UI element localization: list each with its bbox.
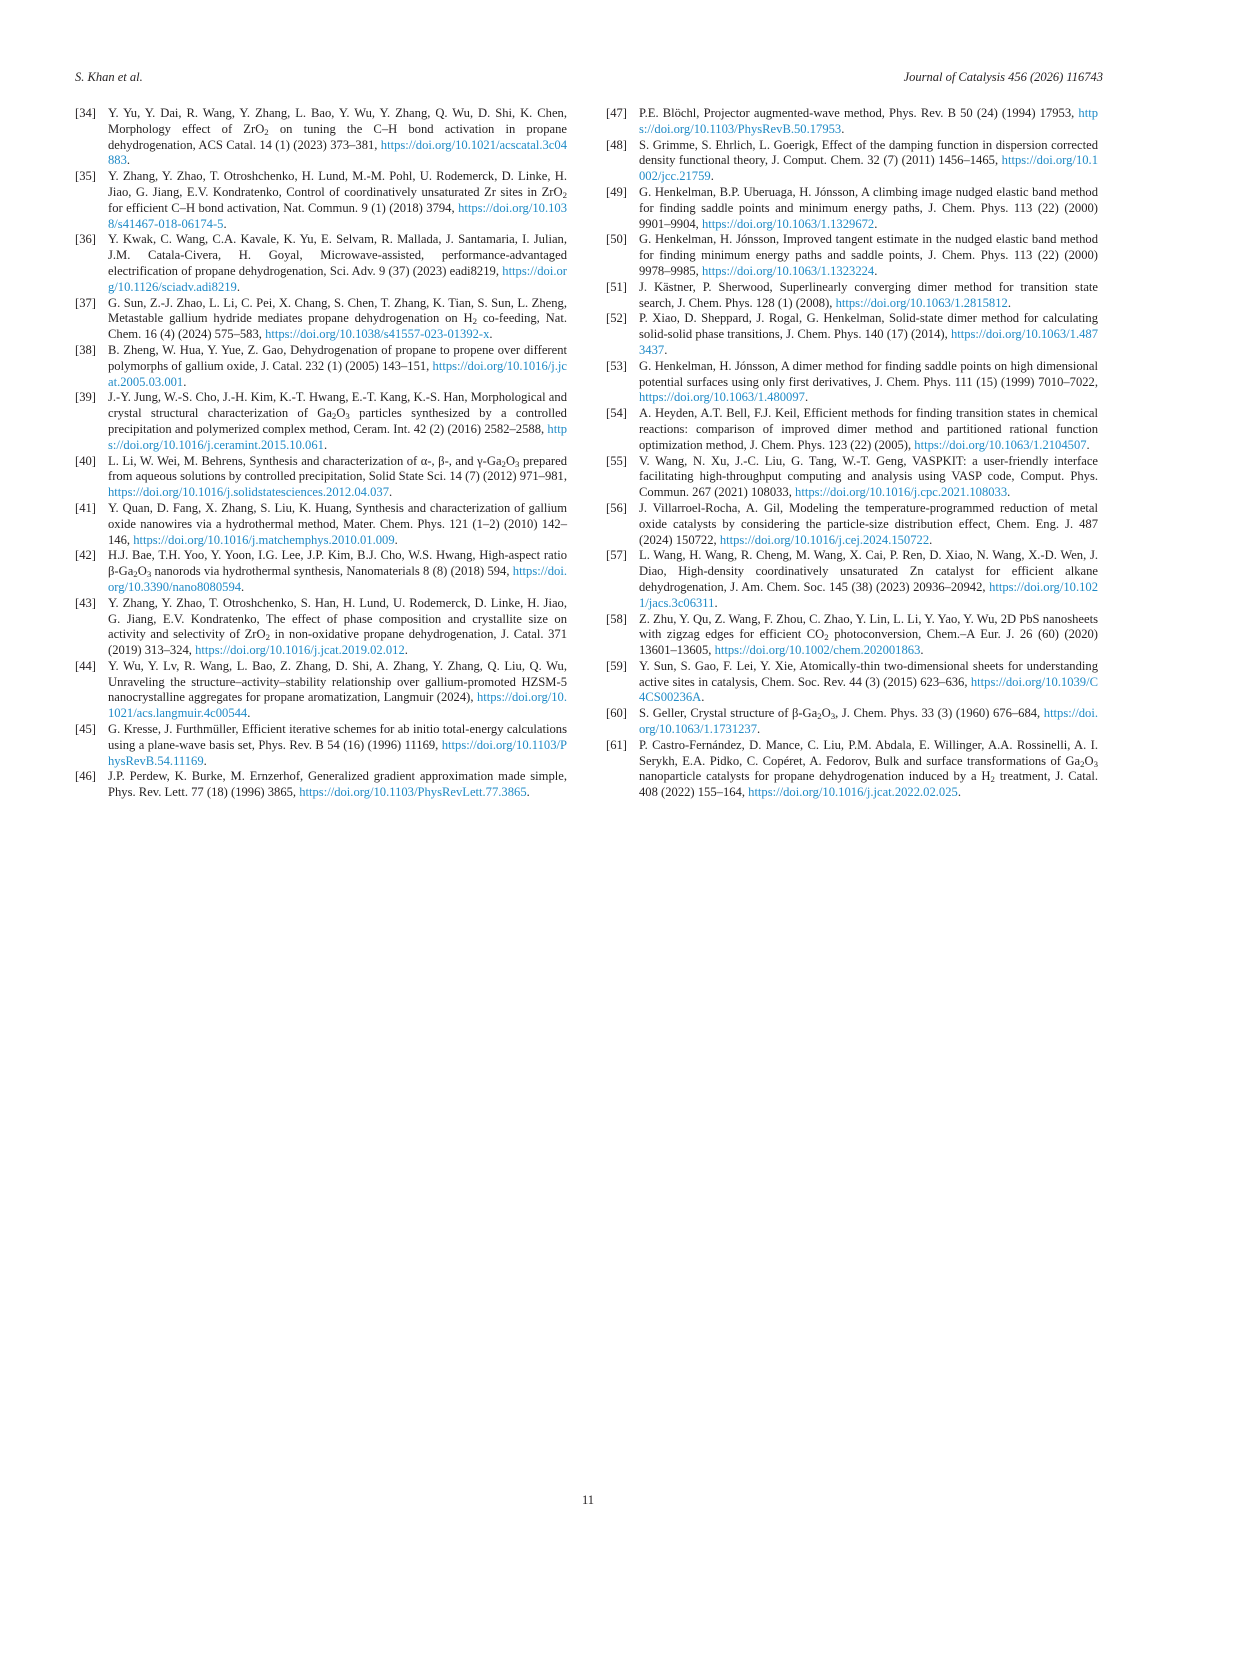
doi-link[interactable]: https://doi.org/10.1002/jcc.21759	[639, 153, 1098, 184]
reference-text-segment: particles synthesized by a controlled precipitation and polymerized complex method, Ceram. Int. 42 (2) (2016) 2582–2588,	[108, 406, 567, 436]
subscript: 2	[990, 774, 995, 785]
reference-item	[75, 169, 567, 232]
reference-text: B. Zheng, W. Hua, Y. Yue, Z. Gao, Dehydrogenation of propane to propene over different polymorphs of gallium oxide, J. Catal. 232 (1) (2005) 143–151, https://doi.org/10.1016/j.jcat.2005.03.001.	[108, 342, 567, 389]
reference-item	[606, 138, 1098, 185]
doi-link[interactable]: https://doi.org/10.1016/j.cpc.2021.108033	[795, 485, 1008, 500]
reference-text-segment: P.E. Blöchl, Projector augmented-wave method, Phys. Rev. B 50 (24) (1994) 17953,	[639, 106, 1079, 120]
reference-item	[606, 359, 1098, 406]
doi-link[interactable]: https://doi.org/10.1063/1.1323224	[701, 263, 875, 278]
doi-link[interactable]: https://doi.org/10.1016/j.jcat.2005.03.001	[108, 358, 567, 389]
reference-number: [61]	[606, 737, 627, 752]
reference-text-segment: S. Geller, Crystal structure of β-Ga	[639, 706, 818, 721]
reference-item	[75, 659, 567, 722]
doi-link[interactable]: https://doi.org/10.1016/j.ceramint.2015.10.061	[108, 421, 567, 452]
subscript: 2	[265, 632, 271, 643]
reference-number: [38]	[75, 342, 96, 357]
reference-number: [48]	[606, 137, 627, 152]
subscript: 2	[331, 411, 337, 422]
reference-item	[606, 706, 1098, 738]
doi-link[interactable]: https://doi.org/10.1039/C4CS00236A	[639, 674, 1098, 705]
reference-number: [57]	[606, 548, 627, 563]
doi-link[interactable]: https://doi.org/10.1063/1.2104507	[914, 437, 1087, 452]
reference-text-segment: Y. Zhang, Y. Zhao, T. Otroshchenko, S. Han, H. Lund, U. Rodemerck, D. Linke, H. Jiao, G. Jiang, E.V. Kondratenko, The effect of phase composition and crystallite size on activity and selectivity of ZrO	[108, 595, 567, 642]
doi-link[interactable]: https://doi.org/10.1016/j.jcat.2022.02.025	[748, 785, 958, 800]
reference-item	[75, 548, 567, 595]
subscript: 3	[345, 411, 350, 422]
reference-text: L. Li, W. Wei, M. Behrens, Synthesis and characterization of α-, β-, and $\gamma-Ga_2O_3$ prepared from aqueous solutions by controlled precipitation, Solid State Sci. 14 (7) (2012) 971–981, https://doi.org/10.1016/j.solidstatesciences.2012.04.037.	[108, 453, 567, 500]
reference-text-segment: Y. Wu, Y. Lv, R. Wang, L. Bao, Z. Zhang, D. Shi, A. Zhang, Y. Zhang, Q. Liu, Q. Wu, Unraveling the structure–activity–stability relationship over gallium-promoted HZSM-5 nanocrystalline aggregates for propane aromatization, Langmuir (2024),	[108, 658, 567, 705]
reference-number: [34]	[75, 106, 96, 120]
reference-text-segment: G. Henkelman, H. Jónsson, Improved tangent estimate in the nudged elastic band method for finding minimum energy paths and saddle points, J. Chem. Phys. 113 (22) (2000) 9978–9985,	[639, 232, 1098, 278]
doi-link[interactable]: https://doi.org/10.1021/jacs.3c06311	[639, 579, 1098, 610]
reference-item	[606, 406, 1098, 453]
reference-text-segment: L. Wang, H. Wang, R. Cheng, M. Wang, X. Cai, P. Ren, D. Xiao, N. Wang, X.-D. Wen, J. Diao, High-density coordinatively unsaturated Zn catalyst for efficient alkane dehydrogenation, J. Am. Chem. Soc. 145 (38) (2023) 20936–20942,	[639, 548, 1098, 594]
reference-text-segment: P. Xiao, D. Sheppard, J. Rogal, G. Henkelman, Solid-state dimer method for calculating solid-solid phase transitions, J. Chem. Phys. 140 (17) (2014),	[639, 311, 1098, 342]
reference-item	[75, 106, 567, 169]
reference-text: J. Kästner, P. Sherwood, Superlinearly converging dimer method for transition state search, J. Chem. Phys. 128 (1) (2008), https://doi.org/10.1063/1.2815812.	[639, 279, 1098, 310]
reference-number: [37]	[75, 295, 96, 310]
reference-number: [59]	[606, 658, 627, 673]
reference-item	[606, 738, 1098, 801]
reference-item	[75, 343, 567, 390]
reference-item	[606, 311, 1098, 358]
reference-item	[606, 280, 1098, 312]
subscript: 2	[562, 190, 567, 201]
reference-text: G. Henkelman, H. Jónsson, A dimer method for finding saddle points on high dimensional potential surfaces using only first derivatives, J. Chem. Phys. 111 (15) (1999) 7010–7022, https://doi.org/10.1063/1.480097.	[639, 358, 1098, 405]
reference-number: [43]	[75, 595, 96, 610]
reference-number: [39]	[75, 390, 96, 405]
subscript: 3	[146, 569, 152, 580]
reference-text-segment: A. Heyden, A.T. Bell, F.J. Keil, Efficient methods for finding transition states in chemical reactions: comparison of improved dimer method and partitioned rational function optimization method, J. Chem. Phys. 123 (22) (2005),	[639, 406, 1098, 452]
reference-text: V. Wang, N. Xu, J.-C. Liu, G. Tang, W.-T. Geng, VASPKIT: a user-friendly interface facilitating high-throughput computing and analysis using VASP code, Comput. Phys. Commun. 267 (2021) 108033, https://doi.org/10.1016/j.cpc.2021.108033.	[639, 453, 1098, 500]
reference-text-segment: H.J. Bae, T.H. Yoo, Y. Yoon, I.G. Lee, J.P. Kim, B.J. Cho, W.S. Hwang, High-aspect ratio β-Ga	[108, 548, 567, 579]
subscript: 2	[817, 711, 822, 722]
reference-number: [60]	[606, 706, 627, 721]
reference-number: [58]	[606, 611, 627, 626]
reference-text-segment: G. Henkelman, H. Jónsson, A dimer method for finding saddle points on high dimensional potential surfaces using only first derivatives, J. Chem. Phys. 111 (15) (1999) 7010–7022,	[639, 358, 1098, 389]
doi-link[interactable]: https://doi.org/10.1021/acs.langmuir.4c00544	[108, 690, 567, 721]
reference-item	[606, 501, 1098, 548]
reference-item	[75, 596, 567, 659]
reference-text-segment: on tuning the C–H bond activation in propane dehydrogenation, ACS Catal. 14 (1) (2023) 373–381,	[108, 121, 567, 152]
reference-text-segment: Y. Yu, Y. Dai, R. Wang, Y. Zhang, L. Bao, Y. Wu, Y. Zhang, Q. Wu, D. Shi, K. Chen, Morphology effect of ZrO	[108, 106, 567, 136]
reference-text: Y. Quan, D. Fang, X. Zhang, S. Liu, K. Huang, Synthesis and characterization of gallium oxide nanowires via a hydrothermal method, Mater. Chem. Phys. 121 (1–2) (2010) 142–146, https://doi.org/10.1016/j.matchemphys.2010.01.009.	[108, 500, 567, 547]
reference-item	[75, 769, 567, 801]
reference-text: Y. Wu, Y. Lv, R. Wang, L. Bao, Z. Zhang, D. Shi, A. Zhang, Y. Zhang, Q. Liu, Q. Wu, Unraveling the structure–activity–stability relationship over gallium-promoted HZSM-5 nanocrystalline aggregates for propane aromatization, Langmuir (2024), https://doi.org/10.1021/acs.langmuir.4c00544.	[108, 658, 567, 721]
reference-item	[75, 390, 567, 453]
reference-item	[75, 722, 567, 769]
reference-item	[606, 612, 1098, 659]
reference-number: [42]	[75, 548, 96, 563]
doi-link[interactable]: https://doi.org/10.1103/PhysRevB.50.17953	[639, 106, 1098, 136]
reference-number: [51]	[606, 279, 627, 294]
reference-item	[606, 185, 1098, 232]
reference-text-segment: G. Kresse, J. Furthmüller, Efficient iterative schemes for ab initio total-energy calculations using a plane-wave basis set, Phys. Rev. B 54 (16) (1996) 11169,	[108, 722, 567, 752]
doi-link[interactable]: https://doi.org/10.1063/1.1731237	[639, 706, 1098, 737]
reference-text-segment: J. Villarroel-Rocha, A. Gil, Modeling the temperature-programmed reduction of metal oxide catalysts by considering the particle-size distribution effect, Chem. Eng. J. 487 (2024) 150722,	[639, 500, 1098, 547]
references-right-column	[606, 106, 1098, 801]
reference-number: [53]	[606, 358, 627, 373]
reference-number: [41]	[75, 500, 96, 515]
reference-item	[606, 548, 1098, 611]
subscript: 2	[133, 569, 138, 580]
reference-text: P. Xiao, D. Sheppard, J. Rogal, G. Henkelman, Solid-state dimer method for calculating solid-solid phase transitions, J. Chem. Phys. 140 (17) (2014), https://doi.org/10.1063/1.4873437.	[639, 311, 1098, 357]
reference-text: S. Grimme, S. Ehrlich, L. Goerigk, Effect of the damping function in dispersion corrected density functional theory, J. Comput. Chem. 32 (7) (2011) 1456–1465, https://doi.org/10.1002/jcc.21759.	[639, 137, 1098, 184]
reference-text-segment: O	[505, 453, 516, 468]
reference-text: J. Villarroel-Rocha, A. Gil, Modeling the temperature-programmed reduction of metal oxide catalysts by considering the particle-size distribution effect, Chem. Eng. J. 487 (2024) 150722, https://doi.org/10.1016/j.cej.2024.150722.	[639, 500, 1098, 547]
doi-link[interactable]: https://doi.org/10.1063/1.2815812	[835, 295, 1008, 310]
reference-item	[75, 454, 567, 501]
reference-number: [52]	[606, 311, 627, 326]
reference-text-segment: in non-oxidative propane dehydrogenation, J. Catal. 371 (2019) 313–324,	[108, 627, 567, 658]
reference-text-segment: Z. Zhu, Y. Qu, Z. Wang, F. Zhou, C. Zhao, Y. Lin, L. Li, Y. Yao, Y. Wu, 2D PbS nanosheets with zigzag edges for efficient CO	[639, 611, 1098, 642]
page-number: 11	[581, 1493, 595, 1507]
doi-link[interactable]: https://doi.org/10.3390/nano8080594	[108, 564, 567, 594]
reference-item	[75, 232, 567, 295]
reference-number: [55]	[606, 453, 627, 468]
reference-item	[606, 232, 1098, 279]
reference-number: [46]	[75, 769, 96, 784]
subscript: 2	[824, 632, 829, 643]
subscript: 3	[830, 711, 836, 722]
reference-text: S. Geller, Crystal structure of $\beta-Ga_2O_3$, J. Chem. Phys. 33 (3) (1960) 676–684, https://doi.org/10.1063/1.1731237.	[639, 706, 1098, 737]
reference-number: [56]	[606, 500, 627, 515]
references-left-column	[75, 106, 567, 801]
reference-text-segment: L. Li, W. Wei, M. Behrens, Synthesis and characterization of α-, β-, and γ-Ga	[108, 453, 502, 468]
doi-link[interactable]: https://doi.org/10.1038/s41557-023-01392-x	[265, 327, 490, 342]
reference-text-segment: nanorods via hydrothermal synthesis, Nanomaterials 8 (8) (2018) 594,	[151, 564, 513, 579]
doi-link[interactable]: https://doi.org/10.1038/s41467-018-06174-5	[108, 200, 567, 231]
reference-text-segment: O	[821, 706, 831, 721]
reference-text-segment: prepared from aqueous solutions by controlled precipitation, Solid State Sci. 14 (7) (2012) 971–981,	[108, 453, 567, 484]
reference-text: Y. Sun, S. Gao, F. Lei, Y. Xie, Atomically-thin two-dimensional sheets for understanding active sites in catalysis, Chem. Soc. Rev. 44 (3) (2015) 623–636, https://doi.org/10.1039/C4CS00236A.	[639, 658, 1098, 705]
subscript: 3	[1093, 758, 1098, 769]
doi-link[interactable]: https://doi.org/10.1126/sciadv.adi8219	[108, 263, 567, 294]
reference-text: Z. Zhu, Y. Qu, Z. Wang, F. Zhou, C. Zhao, Y. Lin, L. Li, Y. Yao, Y. Wu, 2D PbS nanosheets with zigzag edges for efficient $CO_2$ photoconversion, Chem.–A Eur. J. 26 (60) (2020) 13601–13605, https://doi.org/10.1002/chem.202001863.	[639, 611, 1098, 658]
reference-text: Y. Zhang, Y. Zhao, T. Otroshchenko, H. Lund, M.-M. Pohl, U. Rodemerck, D. Linke, H. Jiao, G. Jiang, E.V. Kondratenko, Control of coordinatively unsaturated Zr sites in ZrO$_2$ for efficient C–H bond activation, Nat. Commun. 9 (1) (2018) 3794, https://doi.org/10.1038/s41467-018-06174-5.	[108, 169, 567, 231]
reference-text-segment: Y. Zhang, Y. Zhao, T. Otroshchenko, H. Lund, M.-M. Pohl, U. Rodemerck, D. Linke, H. Jiao, G. Jiang, E.V. Kondratenko, Control of coordinatively unsaturated Zr sites in ZrO	[108, 169, 567, 199]
reference-number: [44]	[75, 658, 96, 673]
reference-text-segment: O	[137, 564, 147, 579]
reference-text: G. Henkelman, H. Jónsson, Improved tangent estimate in the nudged elastic band method for finding minimum energy paths and saddle points, J. Chem. Phys. 113 (22) (2000) 9978–9985, https://doi.org/10.1063/1.1323224.	[639, 232, 1098, 278]
reference-text-segment: Y. Quan, D. Fang, X. Zhang, S. Liu, K. Huang, Synthesis and characterization of gallium oxide nanowires via a hydrothermal method, Mater. Chem. Phys. 121 (1–2) (2010) 142–146,	[108, 500, 567, 547]
reference-number: [40]	[75, 453, 96, 468]
reference-text: A. Heyden, A.T. Bell, F.J. Keil, Efficient methods for finding transition states in chemical reactions: comparison of improved dimer method and partitioned rational function optimization method, J. Chem. Phys. 123 (22) (2005), https://doi.org/10.1063/1.2104507.	[639, 406, 1098, 452]
reference-text-segment: O	[1084, 753, 1094, 768]
reference-text-segment: Y. Kwak, C. Wang, C.A. Kavale, K. Yu, E. Selvam, R. Mallada, J. Santamaria, I. Julian, J.M. Catala-Civera, H. Goyal, Microwave-assisted, performance-advantaged electrification of propane dehydrogenation, Sci. Adv. 9 (37) (2023) eadi8219,	[108, 232, 567, 278]
doi-link[interactable]: https://doi.org/10.1021/acscatal.3c04883	[108, 137, 567, 168]
reference-number: [45]	[75, 722, 96, 737]
reference-text: Y. Zhang, Y. Zhao, T. Otroshchenko, S. Han, H. Lund, U. Rodemerck, D. Linke, H. Jiao, G. Jiang, E.V. Kondratenko, The effect of phase composition and crystallite size on activity and selectivity of ZrO$_2$ in non-oxidative propane dehydrogenation, J. Catal. 371 (2019) 313–324, https://doi.org/10.1016/j.jcat.2019.02.012.	[108, 595, 567, 658]
reference-text-segment: nanoparticle catalysts for propane dehydrogenation induced by a H	[639, 769, 991, 784]
running-header-journal: Journal of Catalysis 456 (2026) 116743	[903, 70, 1103, 84]
reference-item	[75, 296, 567, 343]
reference-text-segment: J.P. Perdew, K. Burke, M. Ernzerhof, Generalized gradient approximation made simple, Phys. Rev. Lett. 77 (18) (1996) 3865,	[108, 769, 567, 800]
doi-link[interactable]: https://doi.org/10.1016/j.solidstatesciences.2012.04.037	[108, 485, 390, 500]
reference-text-segment: photoconversion, Chem.–A Eur. J. 26 (60) (2020) 13601–13605,	[639, 627, 1098, 658]
reference-text-segment: , J. Chem. Phys. 33 (3) (1960) 676–684,	[835, 706, 1044, 721]
reference-text: G. Sun, Z.-J. Zhao, L. Li, C. Pei, X. Chang, S. Chen, T. Zhang, K. Tian, S. Sun, L. Zheng, Metastable gallium hydride mediates propane dehydrogenation on $H_2$ co-feeding, Nat. Chem. 16 (4) (2024) 575–583, https://doi.org/10.1038/s41557-023-01392-x.	[108, 295, 567, 342]
reference-text-segment: O	[336, 406, 346, 421]
subscript: 2	[1080, 758, 1085, 769]
reference-number: [47]	[606, 106, 627, 120]
reference-text: G. Kresse, J. Furthmüller, Efficient iterative schemes for ab initio total-energy calculations using a plane-wave basis set, Phys. Rev. B 54 (16) (1996) 11169, https://doi.org/10.1103/PhysRevB.54.11169.	[108, 722, 567, 768]
subscript: 2	[472, 316, 478, 327]
reference-text-segment: J.-Y. Jung, W.-S. Cho, J.-H. Kim, K.-T. Hwang, E.-T. Kang, K.-S. Han, Morphological and crystal structural characterization of Ga	[108, 390, 567, 421]
reference-text: J.P. Perdew, K. Burke, M. Ernzerhof, Generalized gradient approximation made simple, Phys. Rev. Lett. 77 (18) (1996) 3865, https://doi.org/10.1103/PhysRevLett.77.3865.	[108, 769, 567, 800]
reference-text: P.E. Blöchl, Projector augmented-wave method, Phys. Rev. B 50 (24) (1994) 17953, https://doi.org/10.1103/PhysRevB.50.17953.	[639, 106, 1098, 136]
doi-link[interactable]: https://doi.org/10.1063/1.1329672	[701, 216, 875, 231]
reference-item	[606, 659, 1098, 706]
doi-link[interactable]: https://doi.org/10.1063/1.480097	[639, 390, 805, 405]
running-header-authors: S. Khan et al.	[75, 70, 143, 84]
reference-text-segment: Y. Sun, S. Gao, F. Lei, Y. Xie, Atomically-thin two-dimensional sheets for understanding active sites in catalysis, Chem. Soc. Rev. 44 (3) (2015) 623–636,	[639, 658, 1098, 689]
reference-number: [35]	[75, 169, 96, 184]
doi-link[interactable]: https://doi.org/10.1002/chem.202001863	[714, 643, 921, 658]
doi-link[interactable]: https://doi.org/10.1063/1.4873437	[639, 327, 1098, 357]
doi-link[interactable]: https://doi.org/10.1016/j.cej.2024.150722	[719, 532, 930, 547]
reference-text-segment: B. Zheng, W. Hua, Y. Yue, Z. Gao, Dehydrogenation of propane to propene over different polymorphs of gallium oxide, J. Catal. 232 (1) (2005) 143–151,	[108, 342, 567, 373]
doi-link[interactable]: https://doi.org/10.1016/j.jcat.2019.02.012	[195, 643, 405, 658]
reference-text-segment: treatment, J. Catal. 408 (2022) 155–164,	[639, 769, 1099, 800]
doi-link[interactable]: https://doi.org/10.1016/j.matchemphys.2010.01.009	[133, 532, 395, 547]
reference-text-segment: for efficient C–H bond activation, Nat. Commun. 9 (1) (2018) 3794,	[108, 200, 459, 215]
doi-link[interactable]: https://doi.org/10.1103/PhysRevB.54.11169	[108, 737, 567, 768]
reference-text-segment: J. Kästner, P. Sherwood, Superlinearly converging dimer method for transition state search, J. Chem. Phys. 128 (1) (2008),	[639, 279, 1098, 310]
reference-text: Y. Kwak, C. Wang, C.A. Kavale, K. Yu, E. Selvam, R. Mallada, J. Santamaria, I. Julian, J.M. Catala-Civera, H. Goyal, Microwave-assisted, performance-advantaged electrification of propane dehydrogenation, Sci. Adv. 9 (37) (2023) eadi8219, https://doi.org/10.1126/sciadv.adi8219.	[108, 232, 567, 294]
reference-text: P. Castro-Fernández, D. Mance, C. Liu, P.M. Abdala, E. Willinger, A.A. Rossinelli, A. I. Serykh, E.A. Pidko, C. Copéret, A. Fedorov, Bulk and surface transformations of $Ga_2O_3$ nanoparticle catalysts for propane dehydrogenation induced by a $H_2$ treatment, J. Catal. 408 (2022) 155–164, https://doi.org/10.1016/j.jcat.2022.02.025.	[639, 737, 1099, 800]
subscript: 2	[501, 458, 506, 469]
reference-text-segment: V. Wang, N. Xu, J.-C. Liu, G. Tang, W.-T. Geng, VASPKIT: a user-friendly interface facilitating high-throughput computing and analysis using VASP code, Comput. Phys. Commun. 267 (2021) 108033,	[639, 453, 1098, 500]
reference-item	[606, 106, 1098, 138]
reference-text-segment: G. Sun, Z.-J. Zhao, L. Li, C. Pei, X. Chang, S. Chen, T. Zhang, K. Tian, S. Sun, L. Zheng, Metastable gallium hydride mediates propane dehydrogenation on H	[108, 295, 567, 326]
reference-number: [54]	[606, 406, 627, 421]
reference-item	[75, 501, 567, 548]
reference-item	[606, 454, 1098, 501]
reference-number: [49]	[606, 184, 627, 199]
reference-text: G. Henkelman, B.P. Uberuaga, H. Jónsson, A climbing image nudged elastic band method for finding saddle points and minimum energy paths, J. Chem. Phys. 113 (22) (2000) 9901–9904, https://doi.org/10.1063/1.1329672.	[639, 184, 1098, 231]
subscript: 3	[515, 458, 520, 469]
reference-text: L. Wang, H. Wang, R. Cheng, M. Wang, X. Cai, P. Ren, D. Xiao, N. Wang, X.-D. Wen, J. Diao, High-density coordinatively unsaturated Zn catalyst for efficient alkane dehydrogenation, J. Am. Chem. Soc. 145 (38) (2023) 20936–20942, https://doi.org/10.1021/jacs.3c06311.	[639, 548, 1098, 610]
reference-text-segment: co-feeding, Nat. Chem. 16 (4) (2024) 575–583,	[108, 311, 567, 342]
reference-text-segment: S. Grimme, S. Ehrlich, L. Goerigk, Effect of the damping function in dispersion corrected density functional theory, J. Comput. Chem. 32 (7) (2011) 1456–1465,	[639, 137, 1098, 168]
subscript: 2	[264, 127, 269, 137]
reference-number: [50]	[606, 232, 627, 247]
reference-number: [36]	[75, 232, 96, 247]
reference-text: Y. Yu, Y. Dai, R. Wang, Y. Zhang, L. Bao, Y. Wu, Y. Zhang, Q. Wu, D. Shi, K. Chen, Morphology effect of ZrO$_2$ on tuning the C–H bond activation in propane dehydrogenation, ACS Catal. 14 (1) (2023) 373–381, https://doi.org/10.1021/acscatal.3c04883.	[108, 106, 567, 168]
reference-text: J.-Y. Jung, W.-S. Cho, J.-H. Kim, K.-T. Hwang, E.-T. Kang, K.-S. Han, Morphological and crystal structural characterization of $Ga_2O_3$ particles synthesized by a controlled precipitation and polymerized complex method, Ceram. Int. 42 (2) (2016) 2582–2588, https://doi.org/10.1016/j.ceramint.2015.10.061.	[108, 390, 567, 452]
reference-text: H.J. Bae, T.H. Yoo, Y. Yoon, I.G. Lee, J.P. Kim, B.J. Cho, W.S. Hwang, High-aspect ratio $\beta-Ga_2O_3$ nanorods via hydrothermal synthesis, Nanomaterials 8 (8) (2018) 594, https://doi.org/10.3390/nano8080594.	[108, 548, 567, 594]
reference-text-segment: P. Castro-Fernández, D. Mance, C. Liu, P.M. Abdala, E. Willinger, A.A. Rossinelli, A. I. Serykh, E.A. Pidko, C. Copéret, A. Fedorov, Bulk and surface transformations of Ga	[639, 737, 1098, 768]
doi-link[interactable]: https://doi.org/10.1103/PhysRevLett.77.3865	[299, 785, 527, 800]
reference-text-segment: G. Henkelman, B.P. Uberuaga, H. Jónsson, A climbing image nudged elastic band method for finding saddle points and minimum energy paths, J. Chem. Phys. 113 (22) (2000) 9901–9904,	[639, 184, 1098, 231]
